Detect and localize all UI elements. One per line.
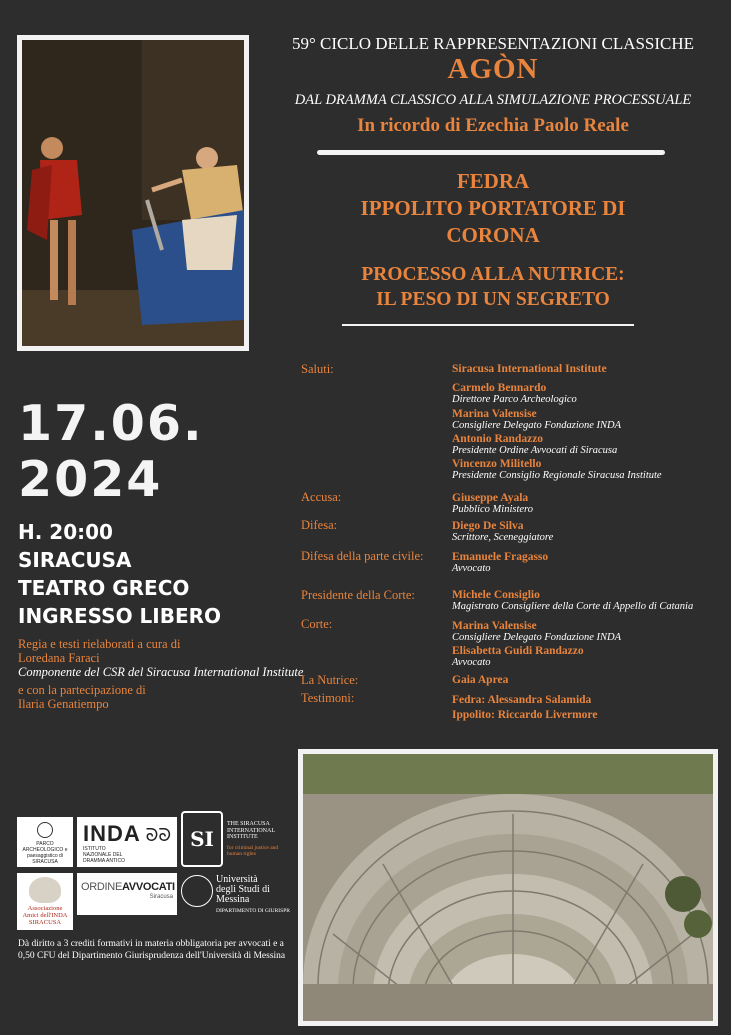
- painting-illustration: [22, 40, 244, 346]
- parco-archeologico-logo: [17, 817, 73, 867]
- testimone-item: Fedra: Alessandra Salamida: [452, 694, 592, 706]
- cycle-heading: 59° CICLO DELLE RAPPRESENTAZIONI CLASSICHE: [291, 34, 695, 53]
- event-city: SIRACUSA: [18, 548, 132, 572]
- divider-line: [342, 324, 634, 326]
- sii-monogram-icon: SI: [181, 811, 223, 867]
- play-title-line1: FEDRA: [456, 169, 530, 193]
- direction-label: Regia e testi rielaborati a cura di: [18, 637, 181, 651]
- sii-logo-name: THE SIRACUSA INTERNATIONAL INSTITUTE: [227, 821, 275, 840]
- difesa-label: Difesa:: [301, 518, 338, 532]
- amici-logo-text: Associazione Amici dell'INDA SIRACUSA: [22, 905, 68, 926]
- unime-logo-text: Università degli Studi di Messina: [216, 874, 270, 905]
- event-entry: INGRESSO LIBERO: [18, 604, 222, 628]
- testimone-item: Ippolito: Riccardo Livermore: [452, 709, 598, 721]
- date-line1: 17.06.: [18, 395, 204, 452]
- saluti-label: Saluti:: [301, 362, 334, 376]
- presidente-label: Presidente della Corte:: [301, 588, 415, 602]
- event-time: H. 20:00: [18, 520, 113, 544]
- director-name: Loredana Faraci: [18, 651, 100, 665]
- process-title-line1: PROCESSO ALLA NUTRICE:: [361, 264, 625, 285]
- saluti-item: Marina Valensise Consigliere Delegato Fondazione INDA: [452, 408, 622, 431]
- accusa-label: Accusa:: [301, 490, 342, 504]
- brush-divider: [317, 150, 665, 155]
- inda-logo: [77, 817, 177, 867]
- saluti-item: Antonio Randazzo Presidente Ordine Avvocati di Siracusa: [452, 433, 618, 456]
- corte-item: Marina Valensise Consigliere Delegato Fondazione INDA: [452, 620, 622, 643]
- testimoni-label: Testimoni:: [301, 691, 355, 705]
- participation-label: e con la partecipazione di: [18, 683, 146, 697]
- memory-line: In ricordo di Ezechia Paolo Reale: [357, 115, 629, 136]
- siracusa-institute-logo: [181, 811, 289, 867]
- saluti-item: Vincenzo Militello Presidente Consiglio Regionale Siracusa Institute: [452, 458, 662, 481]
- presidente-entry: Michele Consiglio Magistrato Consigliere della Corte di Appello di Catania: [452, 589, 694, 612]
- unime-dept-text: DIPARTIMENTO DI GIURISPR: [216, 908, 290, 914]
- parco-emblem-icon: [37, 822, 53, 838]
- event-date: [18, 396, 204, 508]
- inda-masks-icon: ᘐᘐ: [145, 825, 171, 845]
- civile-label: Difesa della parte civile:: [301, 549, 424, 563]
- direction-credits: [18, 637, 303, 679]
- sii-logo-tag: for criminal justice and human rights: [227, 845, 279, 857]
- footer-note: Dà diritto a 3 crediti formativi in materia obbligatoria per avvocati e a 0,50 CFU del Dipartimento Giurisprudenza dell'Università di Messina: [18, 939, 286, 961]
- parco-logo-text: PARCO ARCHEOLOGICO e paesaggistico di SIRACUSA: [22, 841, 68, 865]
- corte-item: Elisabetta Guidi Randazzo Avvocato: [452, 645, 584, 668]
- date-line2: 2024: [18, 451, 163, 508]
- director-role: Componente del CSR del Siracusa International Institute: [18, 665, 304, 679]
- inda-logo-big: INDA: [83, 821, 141, 846]
- process-title-line2: IL PESO DI UN SEGRETO: [376, 289, 610, 310]
- process-title: [262, 262, 724, 312]
- saluti-first: Siracusa International Institute: [452, 363, 607, 375]
- nutrice-label: La Nutrice:: [301, 673, 359, 687]
- event-title: AGÒN: [447, 53, 539, 85]
- amici-inda-logo: [17, 873, 73, 930]
- unime-logo: [181, 873, 291, 917]
- testimoni-list: [452, 693, 597, 723]
- participant-name: Ilaria Genatiempo: [18, 697, 109, 711]
- difesa-entry: Diego De Silva Scrittore, Sceneggiatore: [452, 520, 554, 543]
- play-title: [262, 168, 724, 249]
- play-title-line2: IPPOLITO PORTATORE DI: [360, 196, 626, 220]
- saluti-item: Carmelo Bennardo Direttore Parco Archeologico: [452, 382, 577, 405]
- mask-icon: [29, 877, 61, 903]
- accusa-entry: Giuseppe Ayala Pubblico Ministero: [452, 492, 533, 515]
- inda-logo-small: ISTITUTO NAZIONALE DEL DRAMMA ANTICO: [83, 846, 125, 864]
- event-venue: TEATRO GRECO: [18, 576, 190, 600]
- play-title-line3: CORONA: [446, 223, 540, 247]
- corte-label: Corte:: [301, 617, 333, 631]
- theatre-photo: [298, 749, 718, 1026]
- painting-image: [17, 35, 249, 351]
- ordine-logo-text: ORDINEAVVOCATI: [81, 881, 175, 893]
- civile-entry: Emanuele Fragasso Avvocato: [452, 551, 549, 574]
- unime-seal-icon: [181, 875, 213, 907]
- event-subtitle: DAL DRAMMA CLASSICO ALLA SIMULAZIONE PROCESSUALE: [294, 92, 692, 108]
- ordine-logo-city: Siracusa: [149, 894, 173, 900]
- participation-credits: [18, 683, 146, 711]
- event-info: [18, 518, 221, 630]
- theatre-illustration: [303, 754, 713, 1021]
- ordine-avvocati-logo: [77, 873, 177, 915]
- nutrice-entry: Gaia Aprea: [452, 674, 509, 686]
